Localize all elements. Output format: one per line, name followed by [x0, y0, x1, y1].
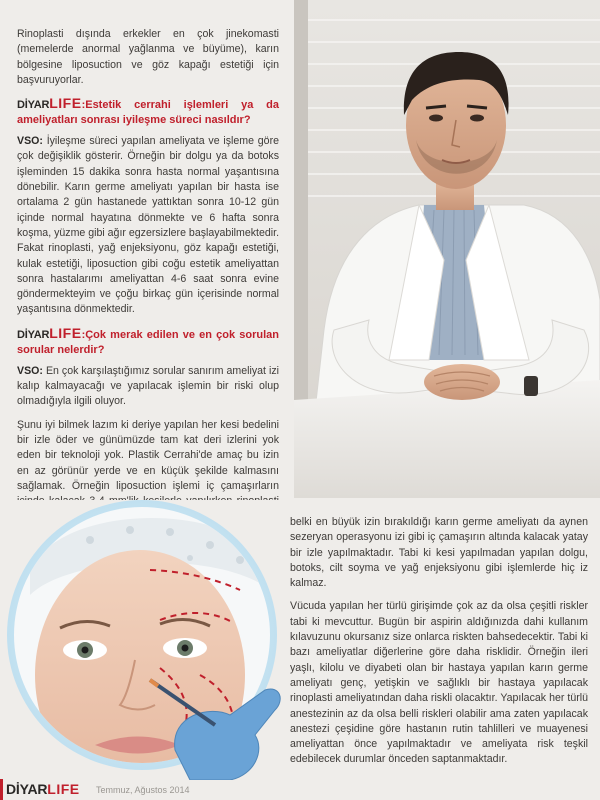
- right-paragraph-1: belki en büyük izin bırakıldığı karın germe ameliyatı da aynen sezeryan operasyonu izi gibi iç çamaşırın altında kalacak yatay bir izle yapılmaktadır. Tabi ki kesi yapılmadan yapılan dolgu, botoks, cilt soyma ve yağ enjeksiyonu gibi işlemlerde hiç iz kalmaz.: [290, 516, 588, 590]
- left-text-column: [17, 27, 279, 563]
- answer-1: VSO: İyileşme süreci yapılan ameliyata ve işleme göre çok değişiklik gösterir. Örneğin bir dolgu ya da botoks işleminden 15 dakika sonra hasta normal yaşantısına dönebilir. Karın germe ameliyatı yapılan bir hasta ise ortalama 2 gün hastanede yattıktan sonra 10-12 gün içinde normal hayatına dönmekte ve 6 hafta sonra koşma, yüzme gibi ağır egzersizlere başlayabilmektedir. Fakat rinoplasti, yağ enjeksiyonu, göz kapağı estetiği, kulak estetiği, liposuction gibi coğu estetik ameliyattan sonra hastalarımı ameliyattan 4-6 saat sonra evine göndermekteyim ve çoğu birkaç gün içerisinde normal yaşantısına dönmektedir.: [17, 135, 280, 316]
- doctor-portrait-illustration: [294, 0, 600, 498]
- doctor-portrait-photo: [294, 0, 600, 498]
- right-paragraph-2: Vücuda yapılan her türlü girişimde çok az da olsa çeşitli riskler tabi ki mevcuttur. Bugün bir aspirin aldığınızda dahi kullanım kılavuzunu okursanız size onlarca riskten bahsedecektir. Tabi ki bazı ameliyatlar diğerlerine göre daha risklidir. Örneğin ileri yaşlı, kilolu ve diyabeti olan bir hastaya yapılan karın germe ameliyatı genç, yetişkin ve sağlıklı bir hastaya yapılacak rinoplasti ameliyatından daha riskli olacaktır. Yapılacak her türlü anestezinin az da olsa belli riskleri olabilir ama zaten yapılacak anestezi çeşidine göre hastanın rutin tahlilleri ve muayenesi ameliyattan önce yapılmaktadır ve ameliyata risk teşkil edebilecek durumlar önceden saptanmaktadır.: [290, 600, 588, 766]
- answer-2: VSO: En çok karşılaştığımız sorular sanırım ameliyat izi kalıp kalmayacağı ve yapılacak işlemin bir riski olup olmadığıyla ilgili oluyor.: [17, 364, 279, 408]
- brand-logo: DİYARLIFE: [17, 95, 82, 112]
- question-2: DİYARLIFE:Çok merak edilen ve en çok sorulan sorular nelerdir?: [17, 324, 279, 356]
- right-text-column: [290, 515, 588, 776]
- answer-2-continued: Şunu iyi bilmek lazım ki deriye yapılan her kesi bedelini bir izle öder ve günümüzde tam kat deri izlerini yok eden bir teknoloji yok. Plastik Cerrahi'de amaç bu izin en az görünür yerde ve en küçük şekilde kalmasını sağlamak. Örneğin liposuction işlemi iç çamaşırların: [17, 418, 279, 492]
- question-1: DİYARLIFE:Estetik cerrahi işlemleri ya da ameliyatları sonrası iyileşme süreci nasıldır?: [17, 95, 279, 127]
- page-footer: [0, 780, 600, 800]
- intro-paragraph: Rinoplasti dışında erkekler en çok jinekomasti (memelerde anormal yağlanma ve büyüme), karın bölgesine liposuction ve göz kapağı estetiği için başvuruyorlar.: [17, 28, 279, 86]
- face-markings-photo: [0, 500, 285, 780]
- face-markings-illustration: [0, 500, 285, 780]
- footer-brand-logo: DİYARLIFE: [6, 781, 80, 797]
- brand-logo: DİYARLIFE: [17, 324, 82, 341]
- issue-date: Temmuz, Ağustos 2014: [96, 785, 190, 795]
